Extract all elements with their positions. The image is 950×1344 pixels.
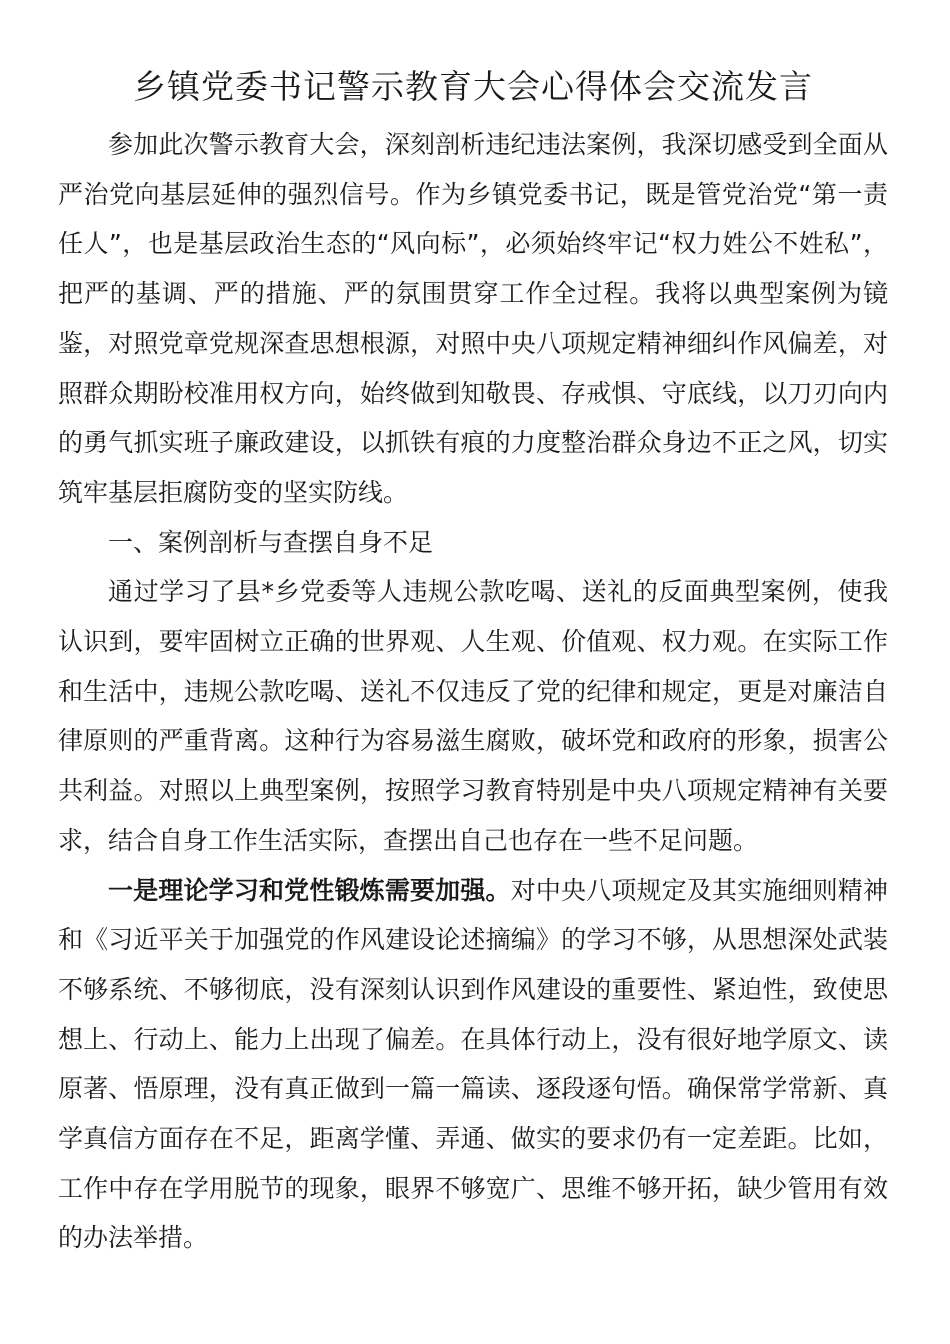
section-heading-1: 一、案例剖析与查摆自身不足 <box>108 527 434 557</box>
case-analysis-paragraph: 通过学习了县*乡党委等人违规公款吃喝、送礼的反面典型案例，使我认识到，要牢固树立正确的世界观、人生观、价值观、权力观。在实际工作和生活中，违规公款吃喝、送礼不仅违反了党的纪律和规定，更是对廉洁自律原则的严重背离。这种行为容易滋生腐败，破坏党和政府的形象，损害公共利益。对照以上典型案例，按照学习教育特别是中央八项规定精神有关要求，结合自身工作生活实际，查摆出自己也存在一些不足问题。 <box>58 577 888 855</box>
point-1-paragraph <box>58 866 888 1264</box>
document-title: 乡镇党委书记警示教育大会心得体会交流发言 <box>133 67 813 106</box>
point-1-lead: 一是理论学习和党性锻炼需要加强。 <box>108 875 511 905</box>
intro-paragraph: 参加此次警示教育大会，深刻剖析违纪违法案例，我深切感受到全面从严治党向基层延伸的强烈信号。作为乡镇党委书记，既是管党治党“第一责任人”，也是基层政治生态的“风向标”，必须始终牢记“权力姓公不姓私”，把严的基调、严的措施、严的氛围贯穿工作全过程。我将以典型案例为镜鉴，对照党章党规深查思想根源，对照中央八项规定精神细纠作风偏差，对照群众期盼校准用权方向，始终做到知敬畏、存戒惧、守底线，以刀刃向内的勇气抓实班子廉政建设，以抓铁有痕的力度整治群众身边不正之风，切实筑牢基层拒腐防变的坚实防线。 <box>58 130 888 507</box>
point-1-body: 对中央八项规定及其实施细则精神和《习近平关于加强党的作风建设论述摘编》的学习不够，从思想深处武装不够系统、不够彻底，没有深刻认识到作风建设的重要性、紧迫性，致使思想上、行动上、能力上出现了偏差。在具体行动上，没有很好地学原文、读原著、悟原理，没有真正做到一篇一篇读、逐段逐句悟。确保常学常新、真学真信方面存在不足，距离学懂、弄通、做实的要求仍有一定差距。比如，工作中存在学用脱节的现象，眼界不够宽广、思维不够开拓，缺少管用有效的办法举措。 <box>58 875 888 1253</box>
